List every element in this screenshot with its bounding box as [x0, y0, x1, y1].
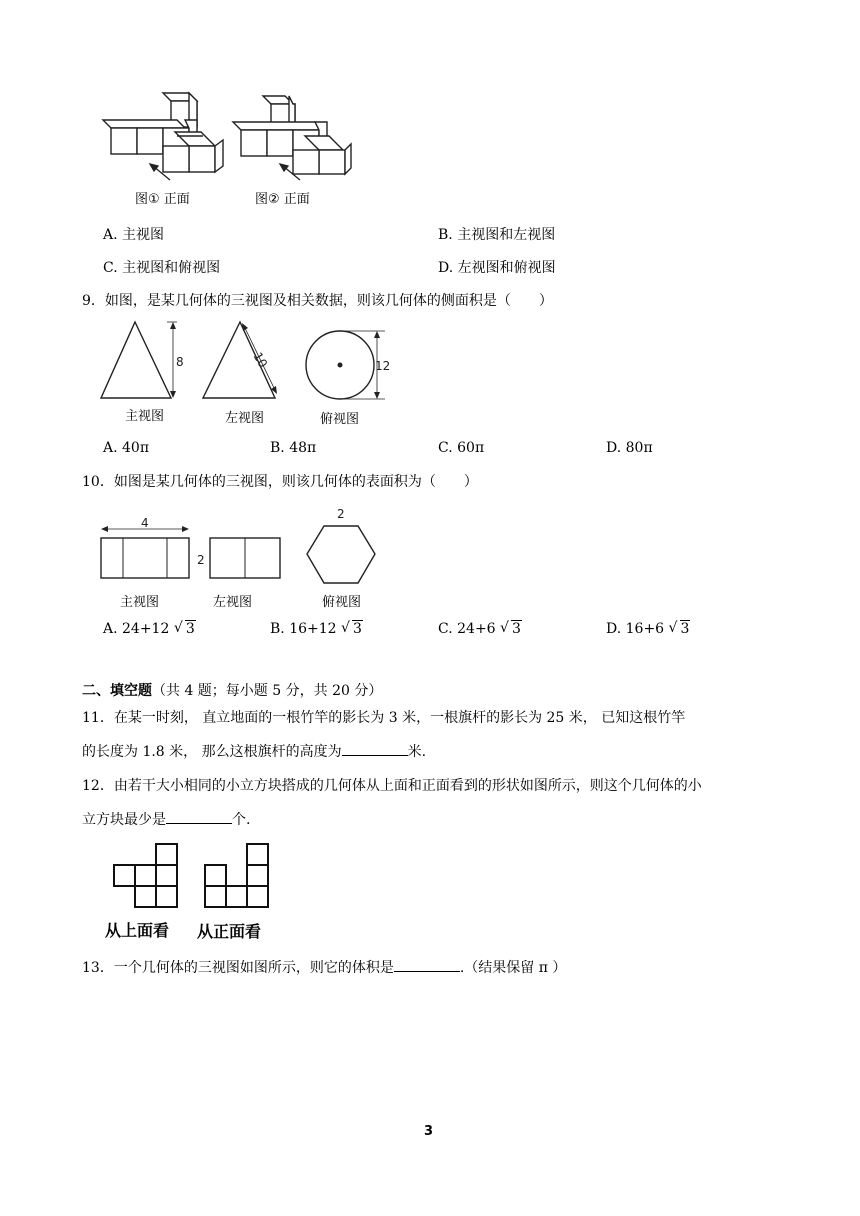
page-number: 3	[424, 1124, 434, 1139]
q12-line2: 立方块最少是 个.	[82, 809, 250, 830]
q10-option-b: B. 16+12 √ 3	[270, 619, 363, 639]
q9-option-a: A. 40π	[103, 440, 150, 456]
q9-option-b: B. 48π	[270, 440, 317, 456]
fig2-label: 图② 正面	[255, 192, 310, 207]
q9-option-c: C. 60π	[438, 440, 485, 456]
q10-option-d: D. 16+6 √ 3	[606, 619, 690, 639]
q10-option-c: C. 24+6 √ 3	[438, 619, 522, 639]
q8-option-d: D. 左视图和俯视图	[438, 260, 556, 276]
q9-option-d: D. 80π	[606, 440, 653, 456]
top-view-hexagon	[307, 526, 375, 583]
q12-answer-blank	[166, 809, 232, 824]
q9-label-left: 左视图	[225, 411, 265, 426]
q10-dim-height: 2	[197, 553, 205, 567]
q8-option-c: C. 主视图和俯视图	[103, 260, 221, 276]
q12-figure	[108, 842, 278, 912]
q12-label-top: 从上面看	[105, 921, 170, 940]
q10-dim-width: 4	[141, 516, 149, 530]
q11-line2: 的长度为 1.8 米， 那么这根旗杆的高度为 米.	[82, 741, 426, 762]
q10-option-a: A. 24+12 √ 3	[103, 619, 196, 639]
q9-label-top: 俯视图	[320, 412, 360, 427]
q10-dim-edge: 2	[337, 507, 345, 521]
q10-stem: 10．如图是某几何体的三视图，则该几何体的表面积为（ ）	[82, 474, 478, 490]
cube-stack-fig2	[233, 96, 351, 174]
cube-stack-fig1	[103, 93, 223, 172]
section-note: （共 4 题；每小题 5 分，共 20 分）	[152, 683, 383, 699]
q13-answer-blank	[394, 957, 460, 972]
q9-dim-slant: 10	[250, 349, 271, 371]
front-view-triangle	[101, 322, 171, 398]
q12-line1: 12．由若干大小相同的小立方块搭成的几何体从上面和正面看到的形状如图所示，则这个几何体的小	[82, 778, 702, 794]
q10-figure	[95, 500, 385, 590]
q13-line: 13．一个几何体的三视图如图所示，则它的体积是 .（结果保留 π ）	[82, 957, 566, 978]
q10-label-left: 左视图	[213, 595, 253, 610]
q11-line1: 11．在某一时刻， 直立地面的一根竹竿的影长为 3 米，一根旗杆的影长为 25 米， 已知这根竹竿	[82, 710, 686, 726]
q8-option-a: A. 主视图	[103, 227, 165, 243]
q10-label-top: 俯视图	[322, 595, 362, 610]
q12-label-front: 从正面看	[197, 922, 262, 941]
q9-label-front: 主视图	[125, 409, 165, 424]
q10-label-front: 主视图	[120, 595, 160, 610]
q9-dim-diameter: 12	[375, 359, 391, 373]
front-view-rect	[101, 538, 189, 578]
q11-answer-blank	[342, 741, 408, 756]
section-title: 二、填空题	[82, 683, 152, 699]
q9-stem: 9．如图，是某几何体的三视图及相关数据，则该几何体的侧面积是（ ）	[82, 293, 553, 309]
q8-option-b: B. 主视图和左视图	[438, 227, 556, 243]
q9-dim-height: 8	[176, 355, 184, 369]
section-heading	[82, 681, 382, 701]
fig1-label: 图① 正面	[135, 192, 190, 207]
